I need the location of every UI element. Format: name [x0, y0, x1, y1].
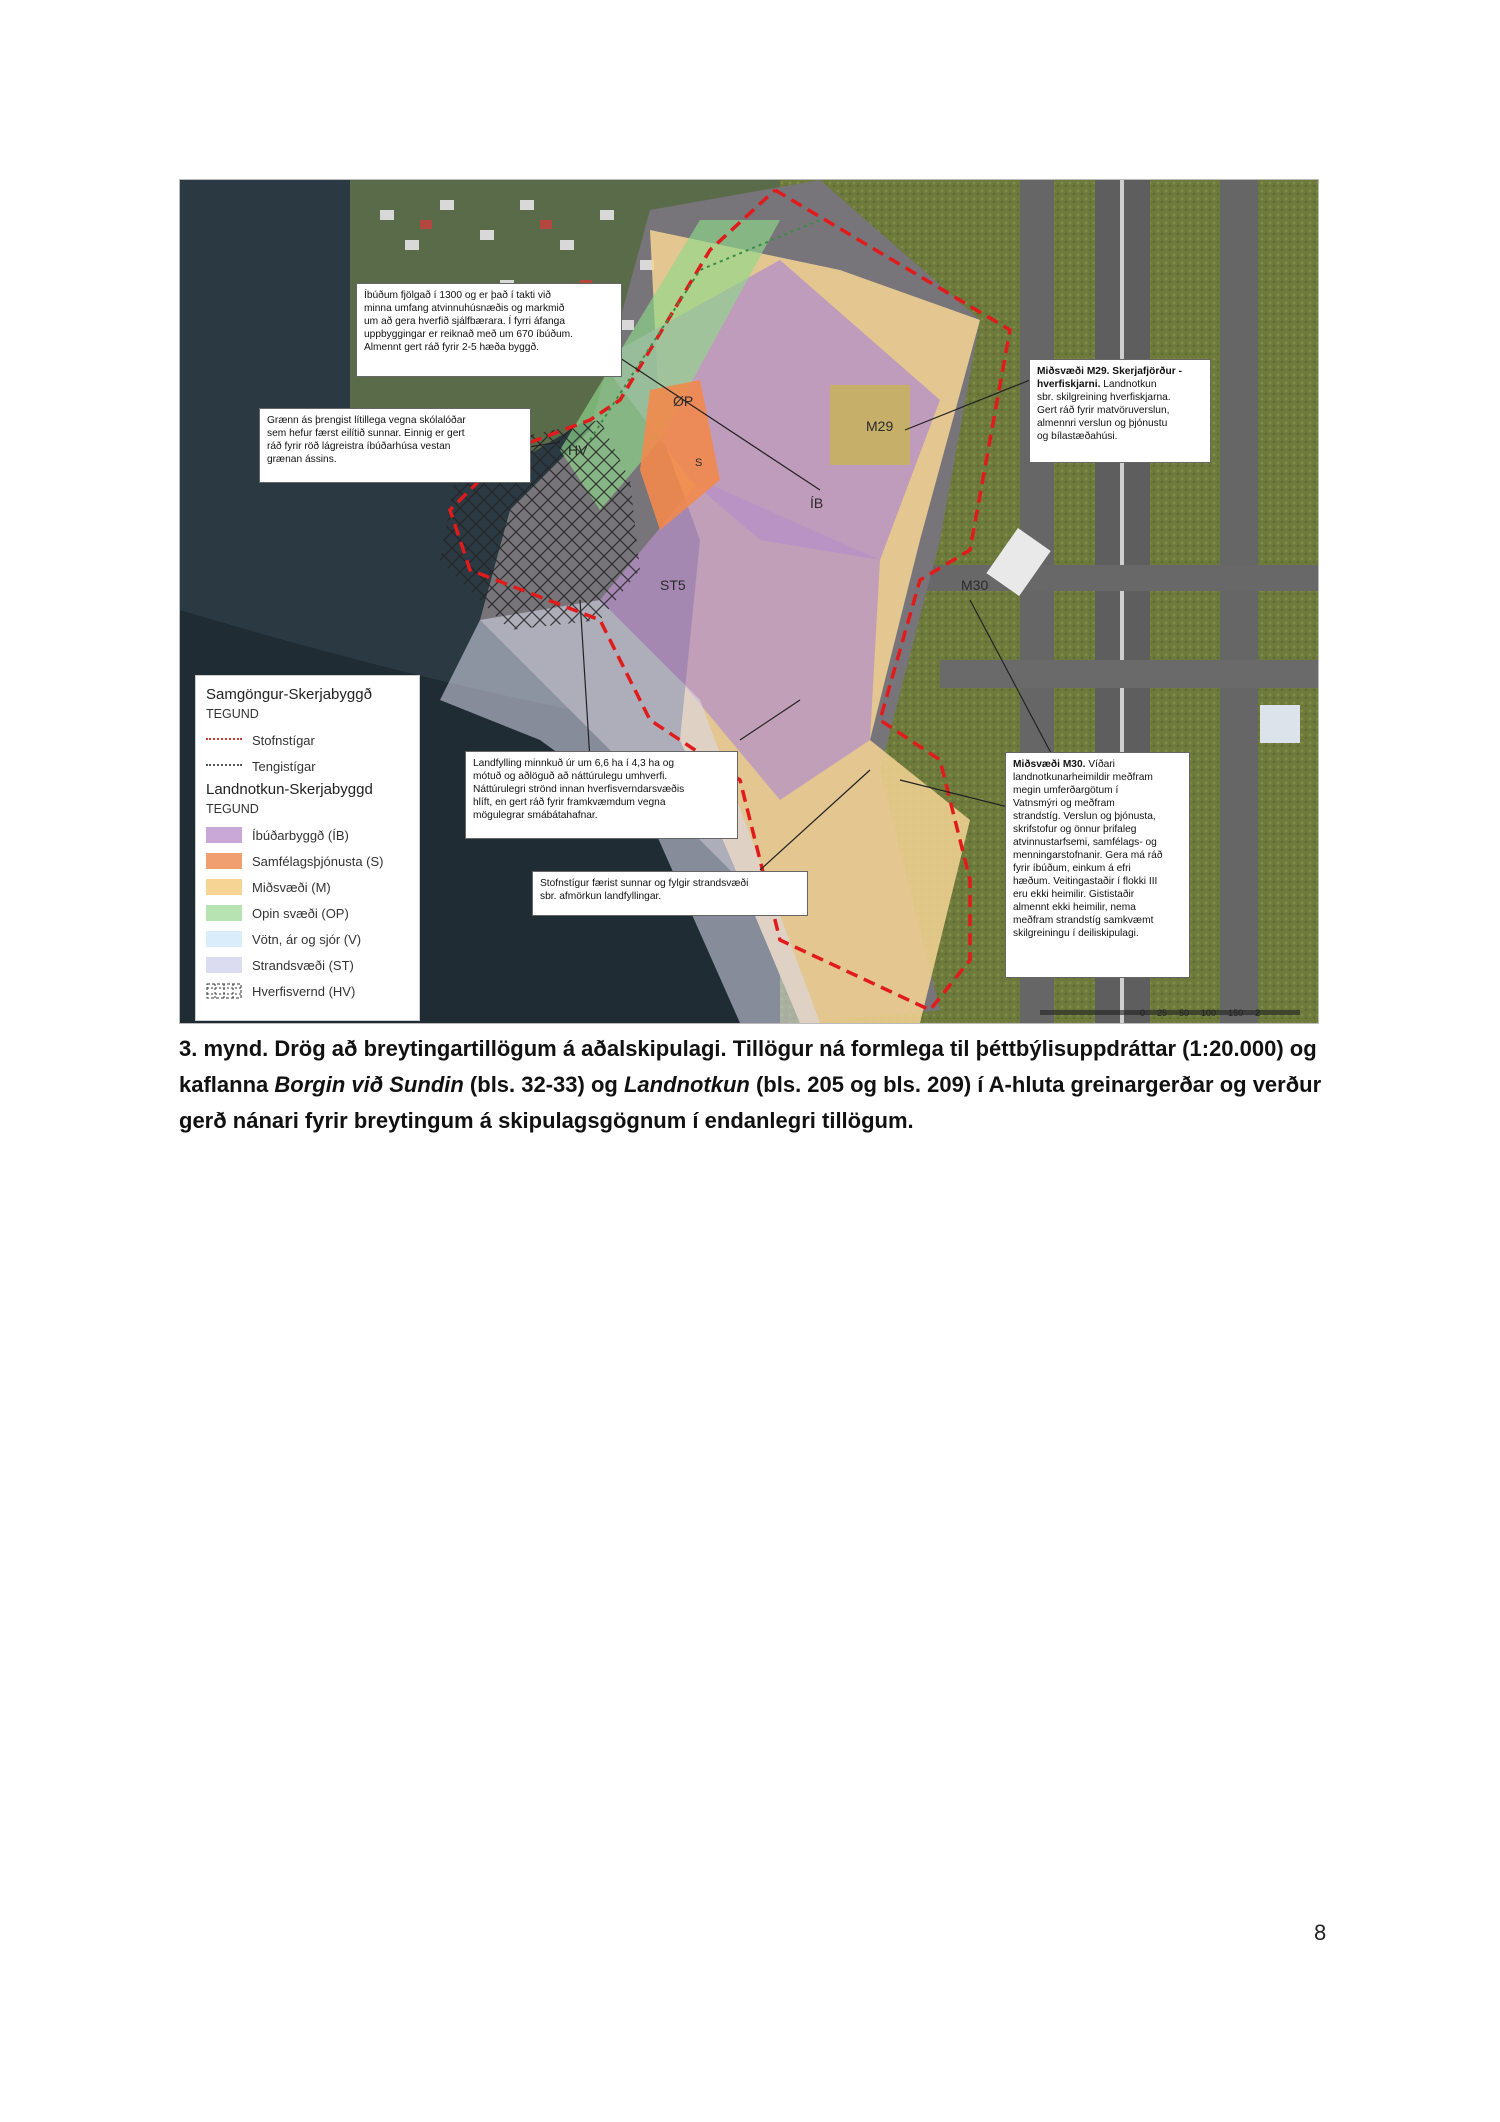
zone-label-s: S	[695, 457, 703, 469]
legend-item-stofnstigar: Stofnstígar	[206, 727, 409, 753]
legend-title-landnotkun: Landnotkun-Skerjabyggd	[206, 781, 373, 798]
callout-graenn-as: Grænn ás þrengist lítillega vegna skólalóðar sem hefur færst eilítið sunnar. Einnig er gert ráð fyrir röð lágreistra íbúðarhúsa vestan grænan ássins.	[259, 408, 531, 483]
callout-m29: Miðsvæði M29. Skerjafjörður - hverfiskjarni. Landnotkun sbr. skilgreining hverfiskjarna. Gert ráð fyrir matvöruverslun, almennri verslun og þjónustu og bílastæðahúsi.	[1029, 359, 1211, 463]
hatch-swatch-icon	[206, 983, 242, 999]
callout-stofnstigur: Stofnstígur færist sunnar og fylgir strandsvæði sbr. afmörkun landfyllingar.	[532, 871, 808, 916]
dotted-line-swatch	[206, 764, 242, 768]
legend-item-ib: Íbúðarbyggð (ÍB)	[206, 822, 409, 848]
zone-label-m29: M29	[866, 418, 894, 434]
legend-title-samgongur: Samgöngur-Skerjabyggð	[206, 686, 372, 703]
scale-label: 0	[1140, 1008, 1146, 1018]
scale-label: 50	[1179, 1008, 1190, 1018]
scale-label: 100	[1201, 1008, 1217, 1018]
figure-caption: 3. mynd. Drög að breytingartillögum á aðalskipulagi. Tillögur ná formlega til þéttbýlisuppdráttar (1:20.000) og kaflanna Borgin við Sundin (bls. 32-33) og Landnotkun (bls. 205 og bls. 209) í A-hluta greinargerðar og verður gerð nánari fyrir breytingum á skipulagsgögnum í endanlegri tillögum.	[179, 1036, 1322, 1133]
map-legend	[195, 675, 420, 1021]
legend-item-tengistigar: Tengistígar	[206, 753, 409, 779]
scale-label: 25	[1157, 1008, 1168, 1018]
legend-subtitle: TEGUND	[206, 707, 259, 721]
zone-label-op: ØP	[673, 393, 694, 409]
scale-bar	[1140, 1008, 1260, 1018]
zone-label-ib: ÍB	[810, 495, 824, 511]
scale-label: 150	[1228, 1008, 1244, 1018]
color-swatch	[206, 853, 242, 869]
legend-item-m: Miðsvæði (M)	[206, 874, 409, 900]
zone-label-st5: ST5	[660, 577, 686, 593]
legend-subtitle: TEGUND	[206, 802, 259, 816]
callout-ibudum: Íbúðum fjölgað í 1300 og er það í takti við minna umfang atvinnuhúsnæðis og markmið um að gera hverfið sjálfbærara. Í fyrri áfanga uppbyggingar er reiknað með um 670 íbúðum. Almennt gert ráð fyrir 2-5 hæða byggð.	[356, 283, 622, 377]
color-swatch	[206, 879, 242, 895]
zone-label-hv: HV	[568, 442, 588, 458]
legend-item-op: Opin svæði (OP)	[206, 900, 409, 926]
scale-label: 2	[1255, 1008, 1261, 1018]
page-number: 8	[1314, 1920, 1327, 1945]
legend-item-v: Vötn, ár og sjór (V)	[206, 926, 409, 952]
color-swatch	[206, 905, 242, 921]
legend-item-s: Samfélagsþjónusta (S)	[206, 848, 409, 874]
legend-item-hv: Hverfisvernd (HV)	[206, 978, 409, 1004]
callout-m30: Miðsvæði M30. Víðari landnotkunarheimildir meðfram megin umferðargötum í Vatnsmýri og meðfram strandstíg. Verslun og þjónusta, skrifstofur og önnur þrifaleg atvinnustarfsemi, samfélags- og menningarstofnanir. Gera má ráð fyrir íbúðum, einkum á efri hæðum. Veitingastaðir í flokki III eru ekki heimilir. Gististaðir almennt ekki heimilir, nema meðfram strandstíg samkvæmt skilgreiningu í deiliskipulagi.	[1005, 752, 1190, 978]
color-swatch	[206, 827, 242, 843]
callout-landfylling: Landfylling minnkuð úr um 6,6 ha í 4,3 ha og mótuð og aðlöguð að náttúrulegu umhverfi. Náttúrulegri strönd innan hverfisverndarsvæðis hlíft, en gert ráð fyrir framkvæmdum vegna mögulegrar smábátahafnar.	[465, 751, 738, 839]
zone-label-m30: M30	[961, 577, 989, 593]
color-swatch	[206, 931, 242, 947]
color-swatch	[206, 957, 242, 973]
dotted-line-swatch	[206, 738, 242, 742]
legend-item-st: Strandsvæði (ST)	[206, 952, 409, 978]
